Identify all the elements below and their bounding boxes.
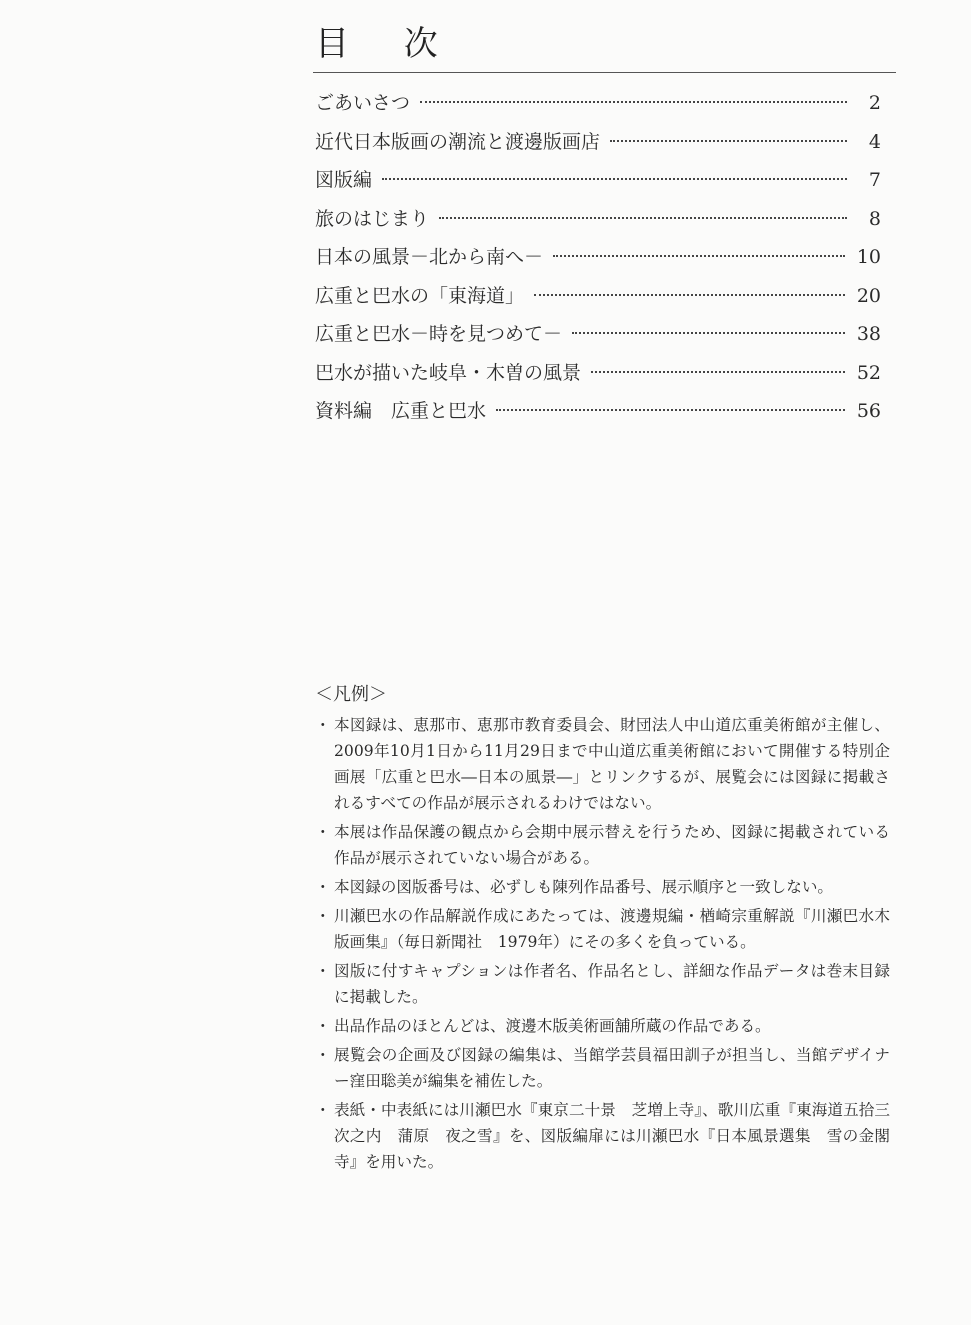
toc-dot-leader xyxy=(496,409,845,411)
toc-entry[interactable] xyxy=(315,238,881,277)
toc-entry-title: 資料編 広重と巴水 xyxy=(315,400,487,422)
note-bullet: ・ xyxy=(315,1017,331,1035)
toc-entry-page: 52 xyxy=(856,361,881,384)
toc-entry-title: 広重と巴水－時を見つめて－ xyxy=(315,323,563,345)
note-item xyxy=(315,712,890,816)
toc-dot-leader xyxy=(610,140,847,142)
note-item xyxy=(315,819,890,871)
toc-entry-page: 56 xyxy=(856,400,881,422)
toc-entry[interactable] xyxy=(315,354,881,393)
toc-entry-title: 近代日本版画の潮流と渡邊版画店 xyxy=(315,130,601,153)
toc-entry[interactable] xyxy=(315,123,881,162)
toc-heading-rule xyxy=(313,72,896,73)
note-bullet: ・ xyxy=(315,1046,331,1064)
toc-entry-page: 4 xyxy=(868,130,881,153)
note-text: 出品作品のほとんどは、渡邊木版美術画舗所蔵の作品である。 xyxy=(334,1017,771,1035)
toc-entry-page: 7 xyxy=(868,169,881,191)
toc-entry-page: 2 xyxy=(868,92,881,114)
toc-entry-title: 日本の風景－北から南へ－ xyxy=(315,246,544,268)
toc-entry-page: 38 xyxy=(856,323,881,345)
toc-dot-leader xyxy=(553,255,845,257)
note-text: 展覧会の企画及び図録の編集は、当館学芸員福田訓子が担当し、当館デザイナー窪田聡美が編集を補佐した。 xyxy=(334,1046,890,1090)
editorial-notes xyxy=(315,712,890,1178)
toc-entry-title: ごあいさつ xyxy=(315,92,411,114)
toc-dot-leader xyxy=(572,332,845,334)
toc-dot-leader xyxy=(591,371,845,373)
toc-heading: 目 次 xyxy=(315,24,460,64)
note-bullet: ・ xyxy=(315,962,331,980)
toc-dot-leader xyxy=(534,294,845,296)
toc-entry-page: 20 xyxy=(856,284,881,307)
note-text: 表紙・中表紙には川瀬巴水『東京二十景 芝増上寺』、歌川広重『東海道五拾三次之内 蒲原 夜之雪』を、図版編扉には川瀬巴水『日本風景選集 雪の金閣寺』を用いた。 xyxy=(334,1101,890,1171)
note-item xyxy=(315,874,890,900)
note-item xyxy=(315,1042,890,1094)
toc-entry[interactable] xyxy=(315,277,881,316)
note-text: 川瀬巴水の作品解説作成にあたっては、渡邊規編・楢崎宗重解説『川瀬巴水木版画集』（毎日新聞社 1979年）にその多くを負っている。 xyxy=(334,907,890,951)
note-text: 図版に付すキャプションは作者名、作品名とし、詳細な作品データは巻末目録に掲載した。 xyxy=(334,962,890,1006)
toc-entry-title: 広重と巴水の「東海道」 xyxy=(315,284,525,307)
note-item xyxy=(315,1013,890,1039)
note-text: 本図録の図版番号は、必ずしも陳列作品番号、展示順序と一致しない。 xyxy=(334,878,834,896)
note-item xyxy=(315,958,890,1010)
toc-entry[interactable] xyxy=(315,392,881,431)
toc-entry[interactable] xyxy=(315,84,881,123)
toc-dot-leader xyxy=(420,101,847,103)
toc-entry[interactable] xyxy=(315,161,881,200)
table-of-contents xyxy=(315,84,881,431)
note-bullet: ・ xyxy=(315,716,331,734)
note-item xyxy=(315,1097,890,1175)
toc-entry-title: 図版編 xyxy=(315,169,373,191)
note-text: 本展は作品保護の観点から会期中展示替えを行うため、図録に掲載されている作品が展示されていない場合がある。 xyxy=(334,823,890,867)
toc-dot-leader xyxy=(439,217,847,219)
notes-heading: ＜凡例＞ xyxy=(315,684,387,705)
toc-dot-leader xyxy=(382,178,847,180)
note-bullet: ・ xyxy=(315,907,331,925)
note-item xyxy=(315,903,890,955)
toc-entry-page: 10 xyxy=(856,246,881,268)
toc-entry[interactable] xyxy=(315,200,881,239)
note-bullet: ・ xyxy=(315,1101,331,1119)
note-bullet: ・ xyxy=(315,878,331,896)
note-text: 本図録は、恵那市、恵那市教育委員会、財団法人中山道広重美術館が主催し、2009年10月1日から11月29日まで中山道広重美術館において開催する特別企画展「広重と巴水―日本の風景―」とリンクするが、展覧会には図録に掲載されるすべての作品が展示されるわけではない。 xyxy=(334,716,890,812)
toc-entry-title: 旅のはじまり xyxy=(315,207,430,230)
note-bullet: ・ xyxy=(315,823,331,841)
toc-entry-title: 巴水が描いた岐阜・木曽の風景 xyxy=(315,361,582,384)
toc-entry-page: 8 xyxy=(868,207,881,230)
toc-entry[interactable] xyxy=(315,315,881,354)
